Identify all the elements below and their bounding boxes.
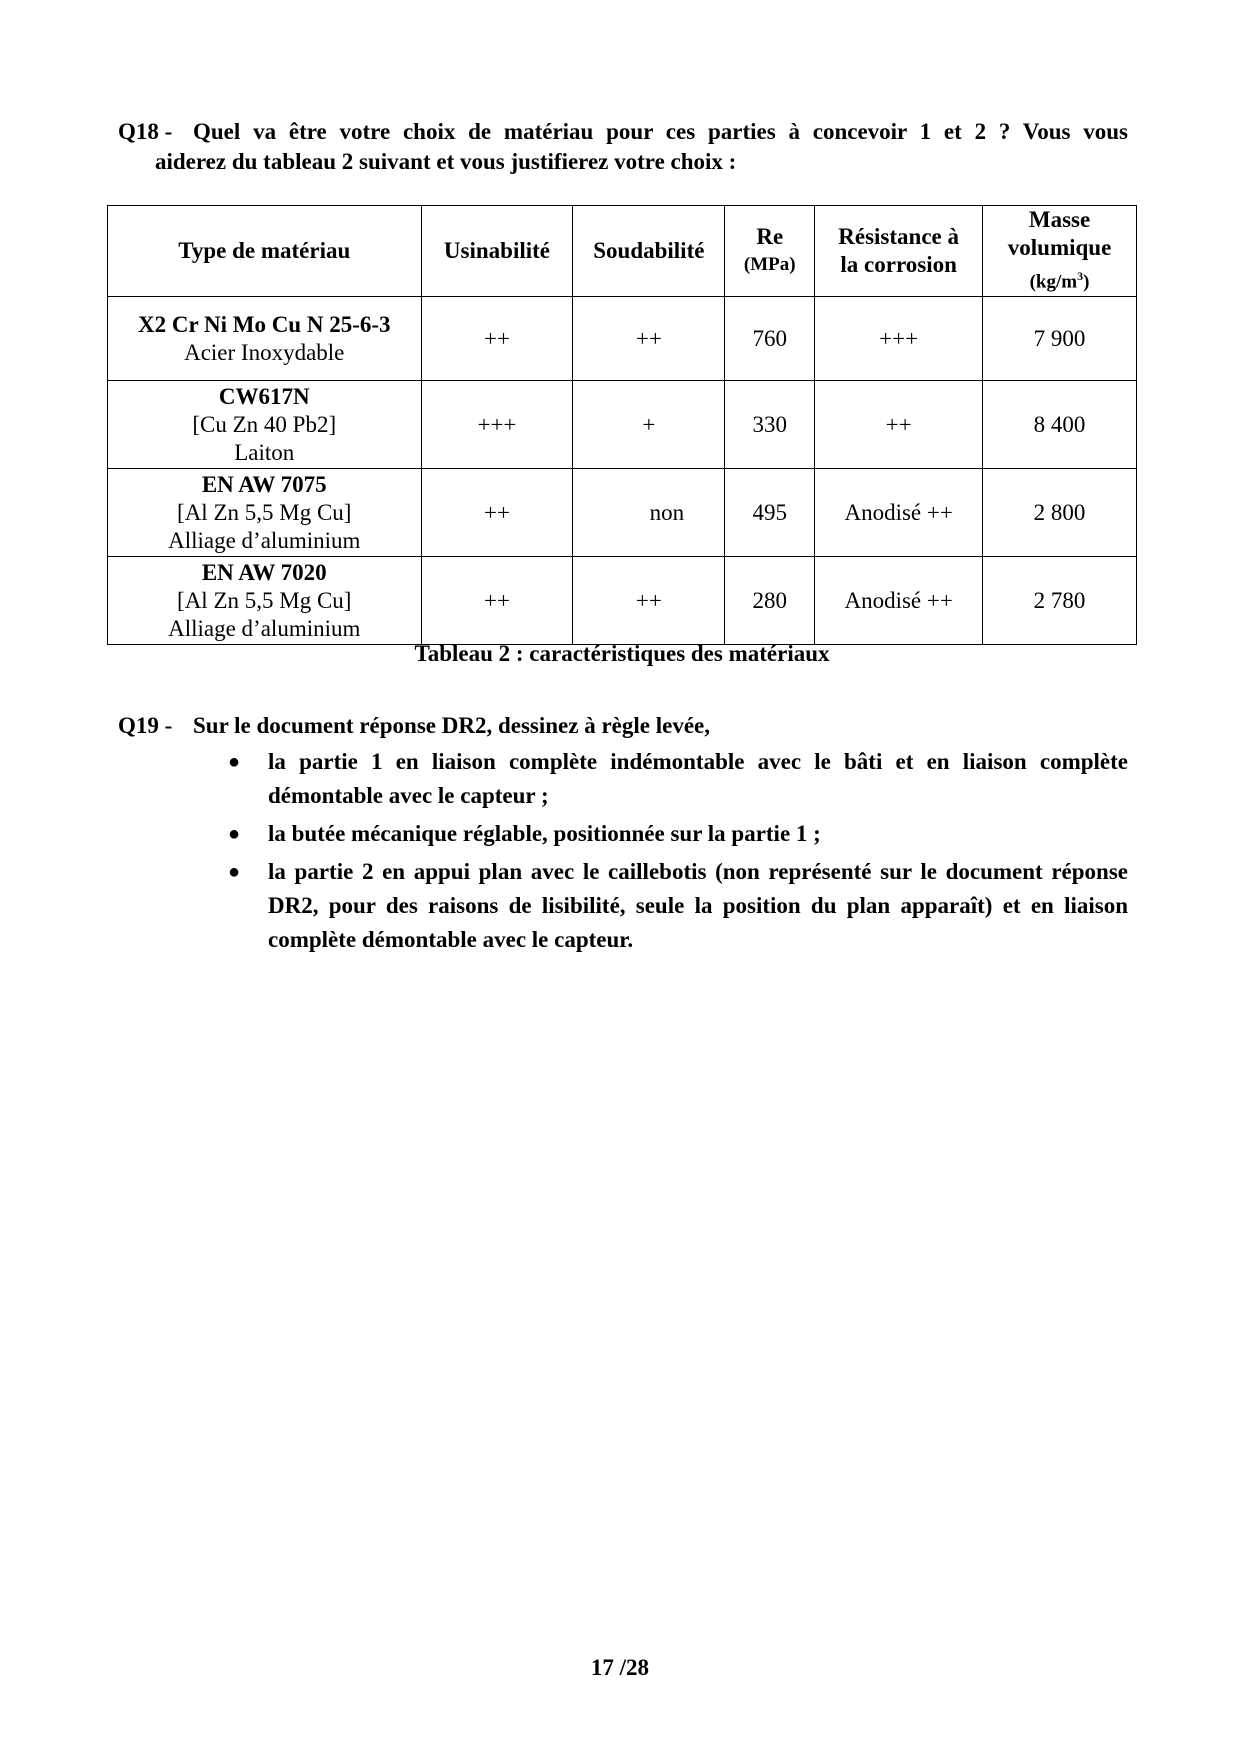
header-re-unit: (MPa) [743, 254, 796, 276]
header-soudabilite: Soudabilité [573, 206, 725, 297]
list-item [118, 855, 1128, 957]
material-code: X2 Cr Ni Mo Cu N 25-6-3 [137, 311, 391, 337]
table-row [108, 557, 1137, 645]
question-18-line-1 [118, 117, 1128, 147]
header-masse-line-1: Masse [1028, 207, 1091, 232]
question-18 [118, 117, 1128, 177]
header-resistance-line-2: la corrosion [840, 252, 957, 278]
material-family: Alliage d’aluminium [168, 527, 361, 553]
question-18-text: Quel va être votre choix de matériau pour ces parties à concevoir 1 et 2 ? Vous vous [193, 119, 1128, 144]
material-composition: [Al Zn 5,5 Mg Cu] [177, 499, 352, 525]
cell-re: 495 [725, 469, 815, 557]
material-family: Alliage d’aluminium [168, 615, 361, 641]
cell-resistance: Anodisé ++ [815, 557, 983, 645]
material-composition: [Al Zn 5,5 Mg Cu] [177, 587, 352, 613]
cell-soudabilite: non [573, 469, 725, 557]
bullet-icon: ● [228, 823, 241, 845]
header-usinabilite: Usinabilité [421, 206, 573, 297]
header-masse-unit-close: ) [1083, 271, 1090, 293]
cell-re: 760 [725, 297, 815, 381]
material-family: Laiton [234, 439, 295, 465]
bullet-icon: ● [228, 861, 241, 883]
header-resistance [815, 206, 983, 297]
cell-material [108, 557, 422, 645]
cell-usinabilite: ++ [421, 297, 573, 381]
cell-masse: 2 800 [983, 469, 1137, 557]
bullet-text: la butée mécanique réglable, positionnée sur la partie 1 ; [268, 821, 821, 846]
cell-re: 280 [725, 557, 815, 645]
cell-soudabilite: ++ [573, 557, 725, 645]
material-code: EN AW 7020 [201, 559, 327, 585]
cell-material [108, 297, 422, 381]
question-18-text-continued: aiderez du tableau 2 suivant et vous justifierez votre choix : [155, 149, 737, 174]
material-code: EN AW 7075 [201, 471, 327, 497]
header-type: Type de matériau [108, 206, 422, 297]
header-masse-unit-base: (kg/m [1029, 271, 1078, 293]
list-item [118, 817, 1128, 851]
bullet-text: la partie 1 en liaison complète indémontable avec le bâti et en liaison complète démontable avec le capteur ; [268, 749, 1128, 808]
header-resistance-line-1: Résistance à [838, 224, 959, 250]
cell-soudabilite: + [573, 381, 725, 469]
cell-resistance: +++ [815, 297, 983, 381]
table-caption: Tableau 2 : caractéristiques des matériaux [414, 641, 830, 666]
cell-masse: 2 780 [983, 557, 1137, 645]
cell-resistance: Anodisé ++ [815, 469, 983, 557]
materials-table [107, 205, 1137, 645]
material-code: CW617N [218, 383, 310, 409]
bullet-icon: ● [228, 751, 241, 773]
question-19-number: Q19 - [118, 713, 173, 738]
cell-material [108, 469, 422, 557]
table-row [108, 469, 1137, 557]
question-19-intro: Sur le document réponse DR2, dessinez à règle levée, [193, 713, 710, 738]
cell-masse: 8 400 [983, 381, 1137, 469]
question-18-number: Q18 - [118, 119, 173, 144]
material-composition: [Cu Zn 40 Pb2] [192, 411, 337, 437]
material-family: Acier Inoxydable [184, 339, 345, 365]
header-masse [983, 206, 1137, 297]
cell-soudabilite: ++ [573, 297, 725, 381]
table-header-row [108, 206, 1137, 297]
cell-usinabilite: ++ [421, 557, 573, 645]
list-item [118, 745, 1128, 813]
cell-masse: 7 900 [983, 297, 1137, 381]
cell-resistance: ++ [815, 381, 983, 469]
question-19-line-1 [118, 711, 1128, 741]
bullet-text: la partie 2 en appui plan avec le caillebotis (non représenté sur le document réponse DR2, pour des raisons de lisibilité, seule la position du plan apparaît) et en liaison complète démontable avec le capteur. [268, 859, 1128, 952]
header-re-label: Re [756, 224, 784, 250]
header-masse-line-2: volumique [1007, 235, 1112, 260]
page-number: 17 /28 [590, 1655, 650, 1680]
cell-re: 330 [725, 381, 815, 469]
header-masse-unit [987, 262, 1132, 296]
cell-usinabilite: +++ [421, 381, 573, 469]
question-19 [118, 711, 1128, 957]
table-row [108, 297, 1137, 381]
header-masse-unit-exponent: 3 [1077, 269, 1084, 283]
cell-usinabilite: ++ [421, 469, 573, 557]
table-row [108, 381, 1137, 469]
question-19-bullet-list [118, 745, 1128, 957]
header-re [725, 206, 815, 297]
cell-material [108, 381, 422, 469]
